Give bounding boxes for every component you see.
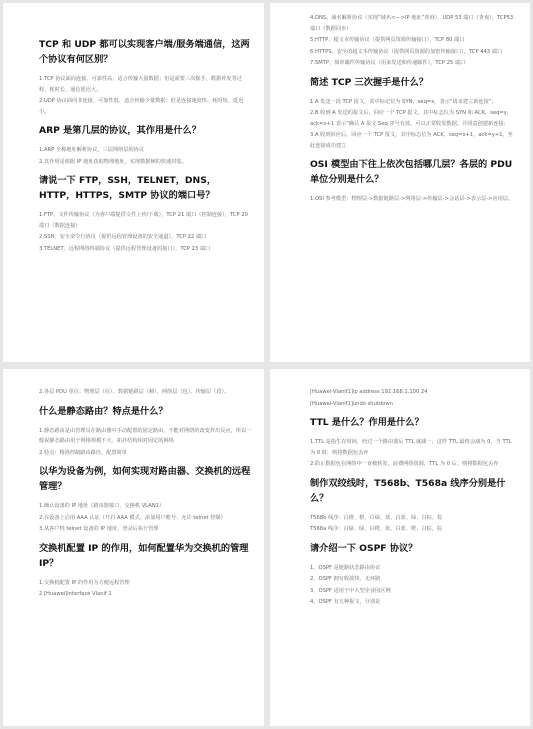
question-heading: TCP 和 UDP 都可以实现客户端/服务端通信，这两个协议有何区别？ [39, 39, 250, 65]
answer-text: 2、OSPF 拥有收敛快、无环路 [310, 576, 381, 582]
command-text: [Huawei-Vlanif1]undo shutdown [310, 400, 393, 407]
command-text: [Huawei-Vlanif1]ip address 192.168.1.100 24 [310, 389, 428, 395]
answer-text: 2.在设备上启用 AAA 认证（开启 AAA 模式、添加用户账号、允许 telnet 控制） [39, 514, 226, 521]
answer-text: 3.TELNET、远程网络终端协议（提供远程管理设备的接口），TCP 23 端口 [39, 245, 211, 252]
answer-text: 3.A 收到回应后，回应一个 TCP 报文，其中标志位为 ACK，seq=x+1，ack=y+1，至此连接成功建立 [310, 132, 513, 149]
answer-text: 2.防止数据包在网络中一直被转发，浪费网络资源，TTL 为 0 后，则将数据包丢弃 [310, 461, 499, 467]
answer-text: 1.A 发送一段 TCP 报文，其中标记位为 SYN，seq=x，表示“请求建立新连接”； [310, 98, 497, 105]
question-heading: 制作双绞线时，T568b、T568a 线序分别是什么？ [310, 477, 506, 504]
document-page-2 [270, 3, 530, 362]
answer-text: 1.确认设备的 IP 地址（路由器接口、交换机 VLAN1） [39, 503, 165, 509]
answer-text: 1.OSI 参考模型：物理层->数据链路层->网络层->传输层->会话层->表示层->应用层。 [310, 196, 514, 202]
answer-text: 4.DNS、域名解析协议（实现“域名<—>IP 地址”查询），UDP 53 端口（查询），TCP53 端口（数据同步） [310, 15, 514, 32]
answer-text: 2.SSH、安全命令行协议（提供远程管理设备的安全通道），TCP 22 端口 [39, 234, 207, 240]
answer-text: 1.ARP 全称地址解析协议，三层网络层的协议 [39, 147, 145, 153]
answer-text: 2.UDP 协议面向非连接、可靠性低、适合传输少量数据；但是连接速度快、耗时短、延迟小。 [39, 98, 244, 115]
answer-text: 6.HTTPS、安全的超文本传输协议（提供网页资源的加密传输接口），TCP 443 端口 [310, 48, 503, 55]
answer-text: 2.各层 PDU 单位：物理层（位）、数据链路层（帧）、网络层（包）、传输层（段）。 [39, 389, 230, 395]
answer-text: 1.FTP、文件传输协议（为客户端提供文件上传/下载），TCP 21 端口（控制连接），TCP 20 端口（数据连接） [39, 212, 248, 229]
answer-text: 2.特点：精准控制路由路径、配置简单 [39, 449, 127, 456]
question-heading: 以华为设备为例，如何实现对路由器、交换机的远程管理？ [39, 466, 251, 492]
answer-text: 2.[Huawei]interface Vlanif 1 [39, 591, 112, 597]
answer-text: 2.其作用是根据 IP 地址获取物理地址，实现数据帧的快速封装。 [39, 158, 187, 165]
answer-text: 1、OSPF 是链路状态路由协议 [310, 564, 381, 571]
question-heading: 请说一下 FTP，SSH，TELNET，DNS，HTTP，HTTPS，SMTP 协议的端口号？ [39, 175, 217, 201]
answer-text: 1.TCP 协议面向连接、可靠性高、适合传输大量数据；但是需要三次握手，数据补发等过程，耗时长、通信延迟大。 [39, 76, 242, 93]
answer-text: 4、OSPF 有五种报文，分别是 [310, 599, 381, 605]
document-page-1 [3, 3, 264, 362]
answer-text: T568a 线序：白绿、绿、白橙、蓝、白蓝、橙、白棕，棕 [310, 526, 443, 532]
question-heading: 交换机配置 IP 的作用，如何配置华为交换机的管理 IP？ [39, 542, 249, 569]
question-heading: ARP 是第几层的协议，其作用是什么？ [39, 125, 201, 136]
answer-text: 1.交换机配置 IP 的作用为方便远程管理 [39, 579, 130, 586]
question-heading: TTL 是什么？作用是什么？ [310, 417, 424, 428]
document-page-3 [3, 369, 264, 726]
answer-text: T568b 线序：白橙、橙、白绿、蓝、白蓝、绿、白棕、棕 [310, 514, 443, 521]
document-page-4 [270, 369, 530, 726]
answer-text: 3、OSPF 适用于中大型企业园区网 [310, 587, 391, 594]
answer-text: 7.SMTP、简单邮件传输协议（用来发送和传递邮件），TCP 25 端口 [310, 60, 466, 66]
answer-text: 5.HTTP、超文本传输协议（提供网页资源传输接口），TCP 80 端口 [310, 37, 465, 43]
answer-text: 3.从客户机 telnet 设备的 IP 地址，登录后执行管理 [39, 526, 159, 532]
question-heading: 什么是静态路由？特点是什么？ [39, 405, 168, 417]
question-heading: 简述 TCP 三次握手是什么？ [310, 76, 429, 88]
question-heading: OSI 模型由下往上依次包括哪几层？各层的 PDU 单位分别是什么？ [310, 159, 513, 185]
answer-text: 1.TTL 是指生存时间，经过一个路由器后 TTL 就减一，这样 TTL 最终会减为 0，当 TTL 为 0 时，则将数据包丢弃 [310, 439, 512, 456]
answer-text: 1.静态路由是由管理员在路由器中手动配置的固定路由，不能对网络的改变作出反应，所以一般说静态路由用于网络规模不大、拓扑结构相对固定的网络 [39, 427, 252, 444]
answer-text: 2.B 收到 A 发送的报文后，回应一个 TCP 报文，其中标志位为 SYN 和 ACK，seq=y，ack=x+1 表示“确认 A 报文 Seq 序号有效，可以正常收发数据，并同意创建新连接； [310, 110, 512, 127]
question-heading: 请介绍一下 OSPF 协议？ [310, 542, 418, 554]
